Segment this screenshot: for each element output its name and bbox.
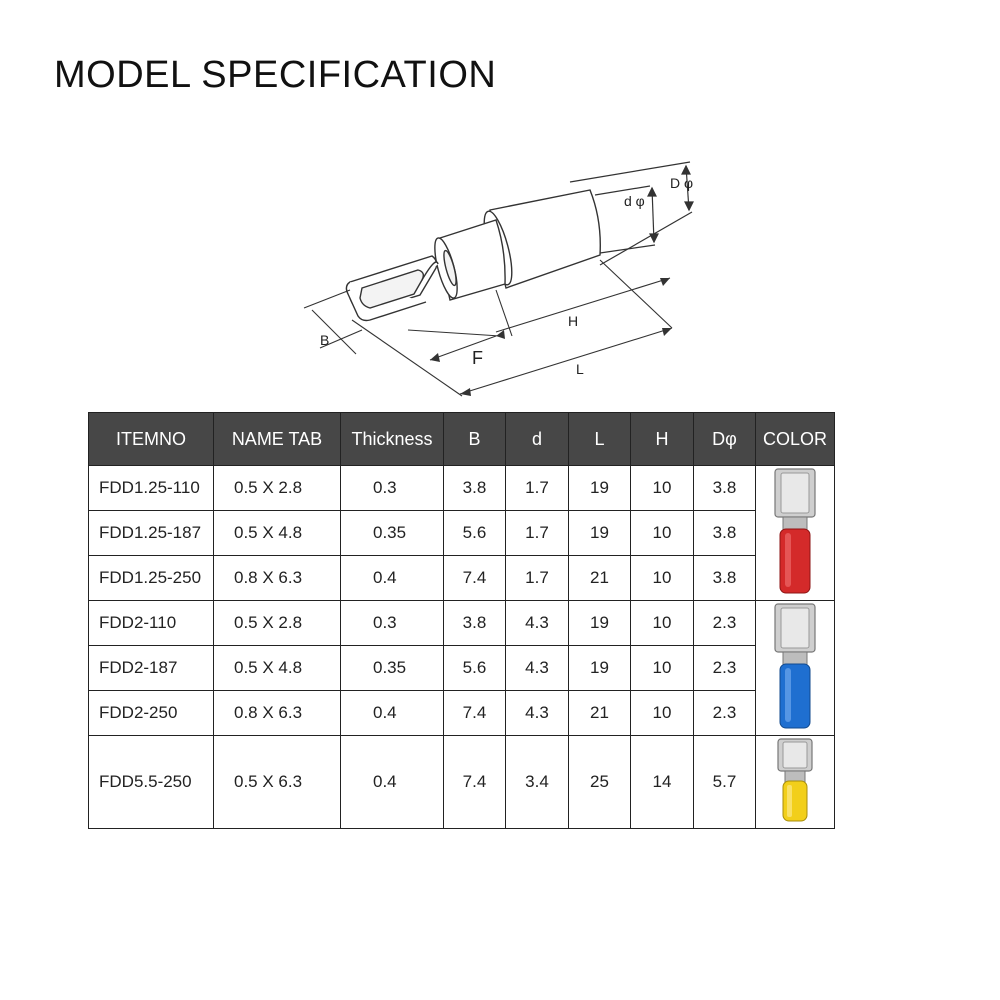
cell-h: 10 bbox=[631, 466, 694, 511]
cell-d-phi: 2.3 bbox=[694, 601, 756, 646]
cell-thickness: 0.3 bbox=[341, 601, 444, 646]
cell-name-tab: 0.5 X 6.3 bbox=[214, 736, 341, 829]
cell-d-phi: 2.3 bbox=[694, 691, 756, 736]
cell-h: 10 bbox=[631, 691, 694, 736]
cell-name-tab: 0.5 X 4.8 bbox=[214, 511, 341, 556]
cell-itemno: FDD1.25-187 bbox=[89, 511, 214, 556]
cell-d: 1.7 bbox=[506, 466, 569, 511]
cell-itemno: FDD2-110 bbox=[89, 601, 214, 646]
table-row bbox=[89, 601, 835, 646]
cell-b: 7.4 bbox=[444, 736, 506, 829]
page-title: MODEL SPECIFICATION bbox=[54, 54, 497, 96]
header-b: B bbox=[444, 413, 506, 466]
cell-h: 10 bbox=[631, 511, 694, 556]
cell-thickness: 0.4 bbox=[341, 691, 444, 736]
cell-l: 21 bbox=[569, 556, 631, 601]
cell-d: 1.7 bbox=[506, 556, 569, 601]
cell-h: 10 bbox=[631, 601, 694, 646]
cell-d: 4.3 bbox=[506, 646, 569, 691]
cell-l: 19 bbox=[569, 466, 631, 511]
cell-l: 25 bbox=[569, 736, 631, 829]
h-dimension-label: H bbox=[568, 313, 579, 329]
yellow-terminal-image bbox=[773, 737, 817, 823]
table-row bbox=[89, 691, 835, 736]
cell-d-phi: 3.8 bbox=[694, 466, 756, 511]
cell-name-tab: 0.5 X 2.8 bbox=[214, 601, 341, 646]
header-thickness: Thickness bbox=[341, 413, 444, 466]
cell-d: 1.7 bbox=[506, 511, 569, 556]
cell-l: 21 bbox=[569, 691, 631, 736]
cell-thickness: 0.3 bbox=[341, 466, 444, 511]
cell-b: 3.8 bbox=[444, 601, 506, 646]
cell-h: 10 bbox=[631, 556, 694, 601]
cell-h: 10 bbox=[631, 646, 694, 691]
cell-thickness: 0.35 bbox=[341, 511, 444, 556]
red-terminal-image bbox=[769, 467, 821, 595]
cell-d: 3.4 bbox=[506, 736, 569, 829]
header-itemno: ITEMNO bbox=[89, 413, 214, 466]
cell-b: 5.6 bbox=[444, 646, 506, 691]
color-swatch-cell-red bbox=[756, 466, 835, 601]
color-swatch-cell-blue bbox=[756, 601, 835, 736]
header-name-tab: NAME TAB bbox=[214, 413, 341, 466]
cell-thickness: 0.4 bbox=[341, 556, 444, 601]
cell-l: 19 bbox=[569, 646, 631, 691]
cell-name-tab: 0.5 X 2.8 bbox=[214, 466, 341, 511]
table-row bbox=[89, 736, 835, 829]
cell-d: 4.3 bbox=[506, 691, 569, 736]
color-swatch-cell-yellow bbox=[756, 736, 835, 829]
d-phi-inner-label: d φ bbox=[624, 193, 645, 209]
header-color: COLOR bbox=[756, 413, 835, 466]
b-dimension-label: B bbox=[320, 332, 330, 348]
f-dimension-label: F bbox=[472, 348, 483, 368]
cell-itemno: FDD5.5-250 bbox=[89, 736, 214, 829]
cell-itemno: FDD2-250 bbox=[89, 691, 214, 736]
cell-l: 19 bbox=[569, 601, 631, 646]
cell-b: 7.4 bbox=[444, 691, 506, 736]
cell-thickness: 0.35 bbox=[341, 646, 444, 691]
header-d-small: d bbox=[506, 413, 569, 466]
cell-l: 19 bbox=[569, 511, 631, 556]
table-row bbox=[89, 556, 835, 601]
header-l: L bbox=[569, 413, 631, 466]
cell-b: 5.6 bbox=[444, 511, 506, 556]
table-header-row bbox=[89, 413, 835, 466]
terminal-dimension-diagram bbox=[300, 160, 700, 400]
cell-d: 4.3 bbox=[506, 601, 569, 646]
cell-d-phi: 2.3 bbox=[694, 646, 756, 691]
blue-terminal-image bbox=[769, 602, 821, 730]
cell-itemno: FDD1.25-110 bbox=[89, 466, 214, 511]
table-row bbox=[89, 511, 835, 556]
cell-h: 14 bbox=[631, 736, 694, 829]
header-d-phi: Dφ bbox=[694, 413, 756, 466]
cell-b: 7.4 bbox=[444, 556, 506, 601]
cell-b: 3.8 bbox=[444, 466, 506, 511]
cell-d-phi: 3.8 bbox=[694, 511, 756, 556]
cell-name-tab: 0.5 X 4.8 bbox=[214, 646, 341, 691]
cell-d-phi: 3.8 bbox=[694, 556, 756, 601]
cell-itemno: FDD1.25-250 bbox=[89, 556, 214, 601]
cell-name-tab: 0.8 X 6.3 bbox=[214, 556, 341, 601]
cell-d-phi: 5.7 bbox=[694, 736, 756, 829]
specification-table bbox=[88, 412, 835, 829]
cell-thickness: 0.4 bbox=[341, 736, 444, 829]
d-phi-outer-label: D φ bbox=[670, 175, 694, 191]
cell-itemno: FDD2-187 bbox=[89, 646, 214, 691]
table-row bbox=[89, 466, 835, 511]
table-row bbox=[89, 646, 835, 691]
cell-name-tab: 0.8 X 6.3 bbox=[214, 691, 341, 736]
header-h: H bbox=[631, 413, 694, 466]
l-dimension-label: L bbox=[576, 361, 584, 377]
